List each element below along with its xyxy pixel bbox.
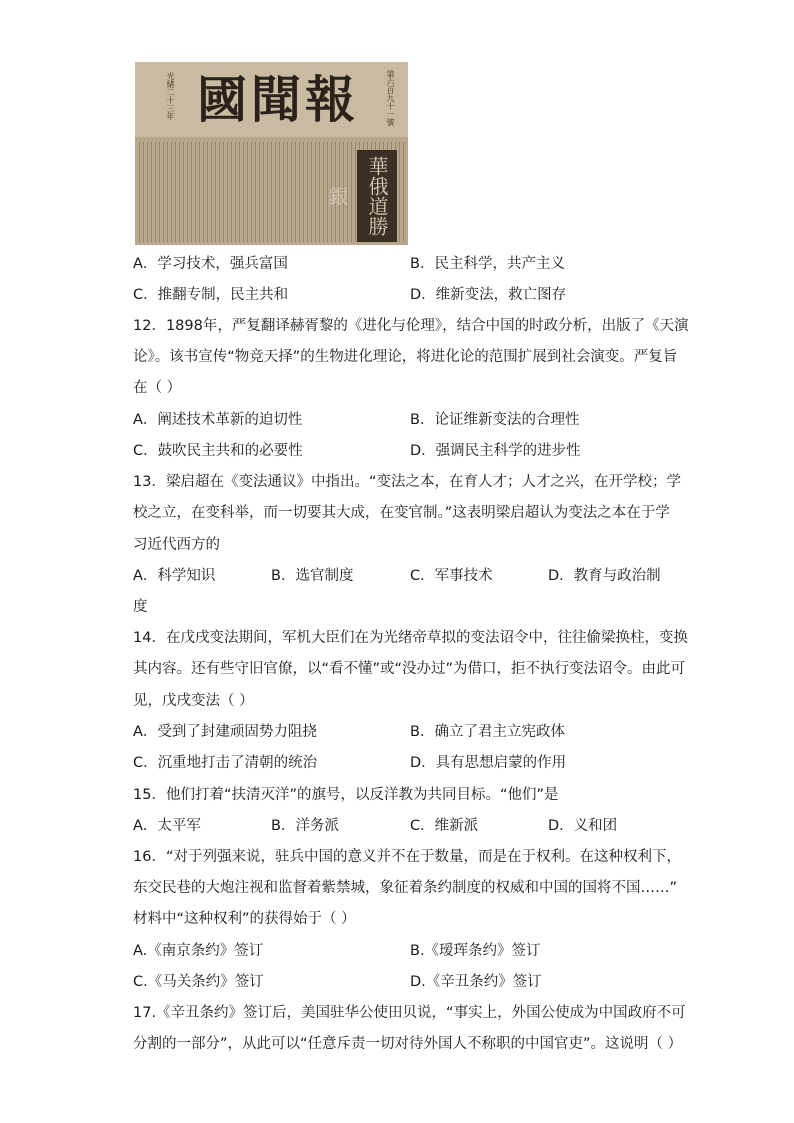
q17-stem-line2: 分割的一部分”，从此可以“任意斥责一切对待外国人不称职的中国官吏”。这说明（ ） xyxy=(133,1036,683,1052)
q16-option-b: B.《瑷珲条约》签订 xyxy=(410,943,541,959)
q13-stem-line2: 校之立，在变科举，而一切要其大成，在变官制。”这表明梁启超认为变法之本在于学 xyxy=(133,505,670,521)
q14-option-c: C．沉重地打击了清朝的统治 xyxy=(133,755,318,771)
q13-option-c: C．军事技术 xyxy=(410,568,493,584)
q14-option-d: D．具有思想启蒙的作用 xyxy=(410,755,567,771)
q12-stem-line1: 12．1898年，严复翻译赫胥黎的《进化与伦理》，结合中国的时政分析，出版了《天演 xyxy=(133,318,689,334)
q12-option-a: A．阐述技术革新的迫切性 xyxy=(133,412,303,428)
newspaper-image xyxy=(135,62,408,245)
q15-stem-line1: 15．他们打着“扶清灭洋”的旗号，以反洋教为共同目标。“他们”是 xyxy=(133,787,559,803)
q14-option-b: B．确立了君主立宪政体 xyxy=(410,724,565,740)
q15-option-b: B．洋务派 xyxy=(271,818,339,834)
newspaper-ad-band: 華俄道勝銀 xyxy=(357,150,397,242)
q14-option-a: A．受到了封建顽固势力阻挠 xyxy=(133,724,317,740)
newspaper-date: 光緒二十三年 xyxy=(166,72,175,120)
q13-option-a: A．科学知识 xyxy=(133,568,216,584)
q16-stem-line3: 材料中“这种权利”的获得始于（ ） xyxy=(133,911,356,927)
q13-option-d: D．教育与政治制 xyxy=(548,568,661,584)
q16-option-c: C.《马关条约》签订 xyxy=(133,974,264,990)
q13-stem-line1: 13．梁启超在《变法通议》中指出。“变法之本，在育人才；人才之兴，在开学校；学 xyxy=(133,474,681,490)
q16-option-a: A.《南京条约》签订 xyxy=(133,943,264,959)
q12-option-b: B．论证维新变法的合理性 xyxy=(410,412,580,428)
q15-option-a: A．太平军 xyxy=(133,818,201,834)
q12-option-c: C．鼓吹民主共和的必要性 xyxy=(133,443,303,459)
q11-option-a: A．学习技术，强兵富国 xyxy=(133,256,288,272)
q12-option-d: D．强调民主科学的进步性 xyxy=(410,443,581,459)
newspaper-issue: 第六百九十一號 xyxy=(386,70,395,126)
q12-stem-line2: 论》。该书宣传“物竞天择”的生物进化理论，将进化论的范围扩展到社会演变。严复旨 xyxy=(133,349,678,365)
q14-stem-line3: 见，戊戌变法（ ） xyxy=(133,693,254,709)
q14-stem-line2: 其内容。还有些守旧官僚，以“看不懂”或“没办过”为借口，拒不执行变法诏令。由此可 xyxy=(133,661,686,677)
q11-option-c: C．推翻专制，民主共和 xyxy=(133,287,289,303)
q11-option-d: D．维新变法，救亡图存 xyxy=(410,287,567,303)
newspaper-title: 國聞報 xyxy=(197,70,359,129)
q16-stem-line2: 东交民巷的大炮注视和监督着紫禁城，象征着条约制度的权威和中国的国将不国……” xyxy=(133,880,678,896)
q15-option-d: D．义和团 xyxy=(548,818,618,834)
q16-option-d: D.《辛丑条约》签订 xyxy=(410,974,542,990)
q13-option-b: B．选官制度 xyxy=(271,568,354,584)
q11-option-b: B．民主科学，共产主义 xyxy=(410,256,565,272)
q14-stem-line1: 14．在戊戌变法期间，军机大臣们在为光绪帝草拟的变法诏令中，往往偷梁换柱，变换 xyxy=(133,630,688,646)
q15-option-c: C．维新派 xyxy=(410,818,479,834)
q13-stem-line3: 习近代西方的 xyxy=(133,537,220,553)
q17-stem-line1: 17.《辛丑条约》签订后，美国驻华公使田贝说，“事实上，外国公使成为中国政府不可 xyxy=(133,1005,686,1021)
q13-option-d-continued: 度 xyxy=(133,599,148,615)
q16-stem-line1: 16．“对于列强来说，驻兵中国的意义并不在于数量，而是在于权利。在这种权利下， xyxy=(133,849,681,865)
q12-stem-line3: 在（ ） xyxy=(133,380,182,396)
